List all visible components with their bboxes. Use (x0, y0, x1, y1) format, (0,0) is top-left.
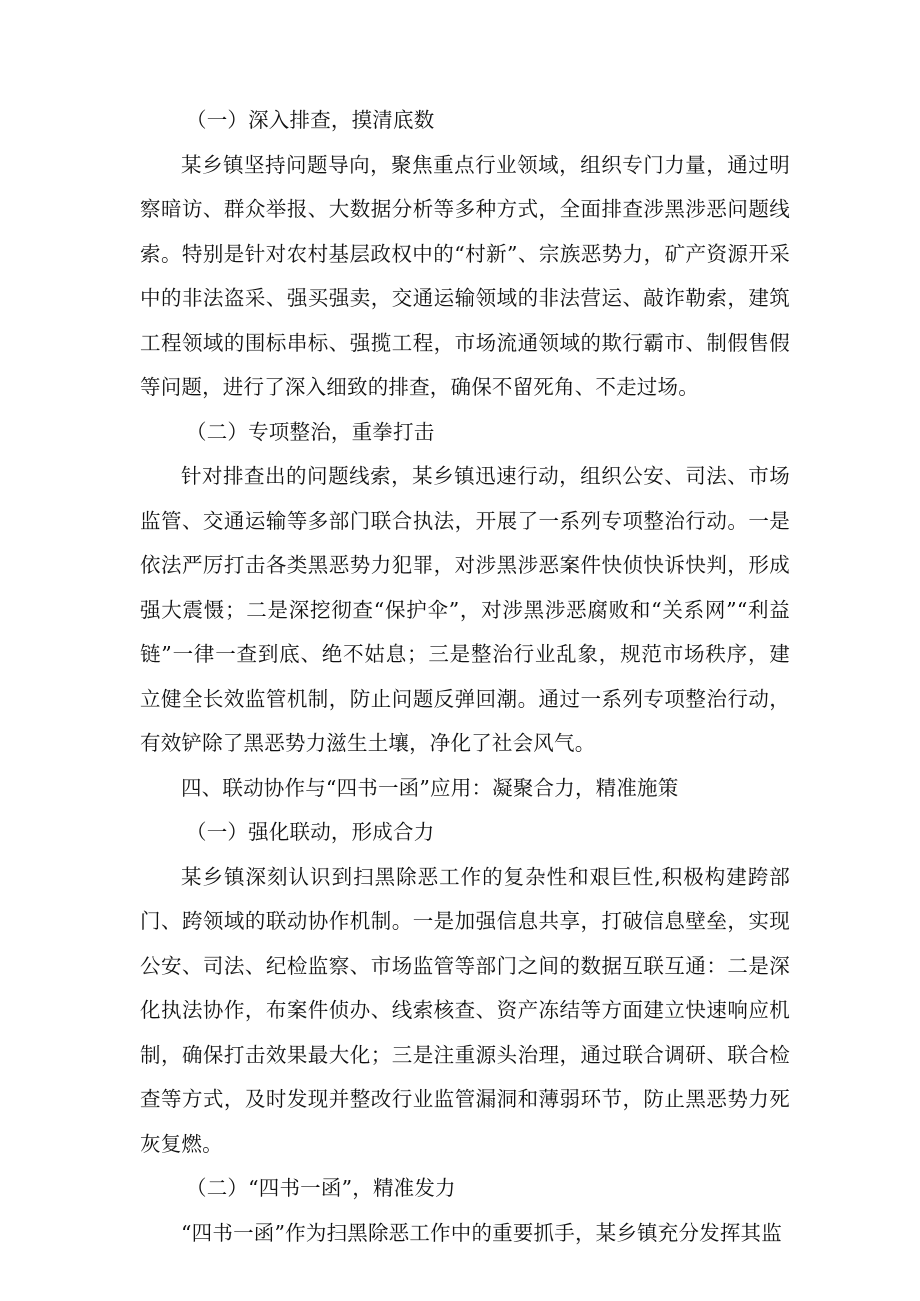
paragraph-investigation: 某乡镇坚持问题导向，聚焦重点行业领域，组织专门力量，通过明察暗访、群众举报、大数据分析等多种方式，全面排查涉黑涉恶问题线索。特别是针对农村基层政权中的“村新”、宗族恶势力，矿产资源开采中的非法盗采、强买强卖，交通运输领域的非法营运、敲诈勒索，建筑工程领域的围标串标、强揽工程，市场流通领域的欺行霸市、制假售假等问题，进行了深入细致的排查，确保不留死角、不走过场。 (140, 152, 790, 399)
section-heading-investigation: （一）深入排查，摸清底数 (186, 108, 435, 132)
section-heading-linkage: （一）强化联动，形成合力 (186, 820, 435, 844)
section-heading-four-letters: （二）“四书一函”，精准发力 (186, 1176, 456, 1200)
paragraph-linkage: 某乡镇深刻认识到扫黑除恶工作的复杂性和艰巨性,积极构建跨部门、跨领域的联动协作机制。一是加强信息共享，打破信息壁垒，实现公安、司法、纪检监察、市场监管等部门之间的数据互联互通：二是深化执法协作，布案件侦办、线索核查、资产冻结等方面建立快速响应机制，确保打击效果最大化；三是注重源头治理，通过联合调研、联合检查等方式，及时发现并整改行业监管漏洞和薄弱环节，防止黑恶势力死灰复燃。 (140, 864, 790, 1156)
chapter-heading-coordination: 四、联动协作与“四书一函”应用：凝聚合力，精准施策 (181, 775, 679, 800)
paragraph-rectification: 针对排查出的问题线索，某乡镇迅速行动，组织公安、司法、市场监管、交通运输等多部门联合执法，开展了一系列专项整治行动。一是依法严厉打击各类黑恶势力犯罪，对涉黑涉恶案件快侦快诉快判，形成强大震慑；二是深挖彻查“保护伞”，对涉黑涉恶腐败和“关系网”“利益链”一律一查到底、绝不姑息；三是整治行业乱象，规范市场秩序，建立健全长效监管机制，防止问题反弹回潮。通过一系列专项整治行动，有效铲除了黑恶势力滋生土壤，净化了社会风气。 (140, 464, 790, 755)
paragraph-four-letters: “四书一函”作为扫黑除恶工作中的重要抓手，某乡镇充分发挥其监 (181, 1220, 782, 1245)
document-body (140, 98, 790, 1255)
section-heading-rectification: （二）专项整治，重拳打击 (186, 419, 435, 444)
